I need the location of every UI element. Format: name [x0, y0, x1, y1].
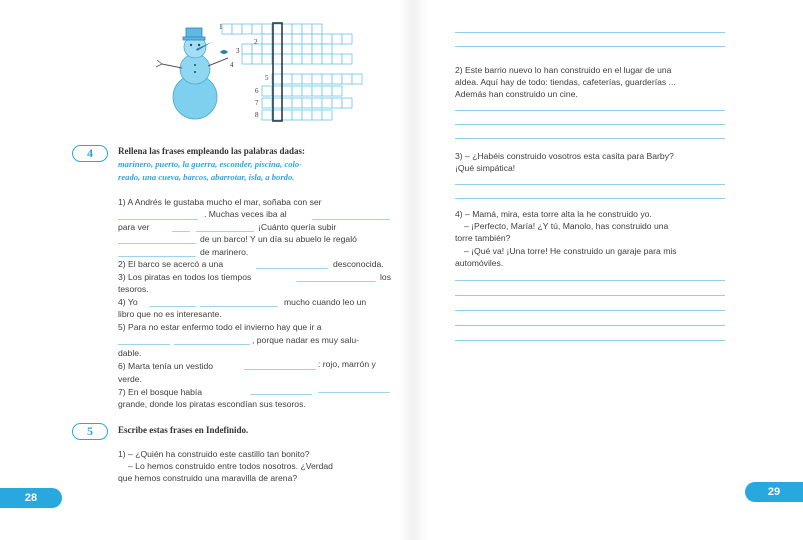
sentence-1-line-3b: ¡Cuánto quería subir	[258, 222, 337, 232]
page-fold	[398, 0, 428, 540]
answer-blank[interactable]	[200, 306, 278, 307]
item-4-line-2: – ¡Perfecto, María! ¿Y tú, Manolo, has construido una	[464, 221, 669, 231]
sentence-5-end: dable.	[118, 348, 142, 358]
sentence-1-line-4: de un barco! Y un día su abuelo le regaló	[200, 234, 357, 244]
crossword-number-6: 6	[255, 87, 259, 95]
sentence-6: 6) Marta tenía un vestido	[118, 361, 214, 371]
right-page-number: 29	[745, 482, 803, 502]
answer-blank[interactable]	[318, 392, 390, 393]
sentence-1-line-1: 1) A Andrés le gustaba mucho el mar, soñaba con ser	[118, 197, 322, 207]
writing-line[interactable]	[455, 325, 725, 326]
answer-blank[interactable]	[118, 344, 170, 345]
writing-line[interactable]	[455, 198, 725, 199]
crossword-number-8: 8	[255, 111, 259, 119]
sentence-4: 4) Yo	[118, 297, 138, 307]
exercise-5-instruction: Escribe estas frases en Indefinido.	[118, 425, 249, 435]
answer-blank[interactable]	[118, 256, 196, 257]
item-2-line-1: 2) Este barrio nuevo lo han construido en el lugar de una	[455, 65, 672, 75]
sentence-5-mid: , porque nadar es muy salu-	[252, 335, 360, 345]
answer-blank[interactable]	[312, 219, 390, 220]
crossword-grid	[218, 22, 368, 124]
crossword-number-7: 7	[255, 99, 259, 107]
answer-blank[interactable]	[174, 344, 250, 345]
sentence-5: 5) Para no estar enfermo todo el invierno hay que ir a	[118, 322, 322, 332]
answer-blank[interactable]	[256, 268, 328, 269]
exercise-5-number: 5	[72, 423, 108, 440]
exercise-5-line-3: que hemos construido una maravilla de arena?	[118, 473, 298, 483]
sentence-3: 3) Los piratas en todos los tiempos	[118, 272, 252, 282]
exercise-5-line-2: – Lo hemos construido entre todos nosotros. ¿Verdad	[128, 461, 333, 471]
answer-blank[interactable]	[250, 394, 312, 395]
writing-line[interactable]	[455, 46, 725, 47]
crossword-number-3: 3	[236, 47, 240, 55]
answer-blank[interactable]	[244, 369, 316, 370]
crossword-number-1: 1	[219, 23, 223, 31]
sentence-4-end: libro que no es interesante.	[118, 309, 222, 319]
word-bank-line: reado, una cueva, barcos, abarrotar, isla, a bordo.	[118, 171, 295, 182]
writing-line[interactable]	[455, 124, 725, 125]
exercise-5-line-1: 1) – ¿Quién ha construido este castillo tan bonito?	[118, 449, 310, 459]
word-bank-line: marinero, puerto, la guerra, esconder, piscina, colo-	[118, 159, 303, 169]
writing-line[interactable]	[455, 184, 725, 185]
writing-line[interactable]	[455, 280, 725, 281]
crossword-number-4: 4	[230, 61, 234, 69]
crossword-number-5: 5	[265, 74, 269, 82]
sentence-3-mid: los	[380, 272, 391, 282]
answer-blank[interactable]	[172, 231, 190, 232]
item-3-line-2: ¡Qué simpática!	[455, 163, 516, 173]
writing-line[interactable]	[455, 340, 725, 341]
sentence-1-line-2: . Muchas veces iba al	[204, 209, 287, 219]
answer-blank[interactable]	[118, 243, 196, 244]
writing-line[interactable]	[455, 295, 725, 296]
sentence-1-line-5: de marinero.	[200, 247, 249, 257]
sentence-6-end: verde.	[118, 374, 142, 384]
writing-line[interactable]	[455, 110, 725, 111]
sentence-6-mid: : rojo, marrón y	[318, 359, 376, 369]
item-4-line-4: – ¡Qué va! ¡Una torre! He construido un garaje para mis	[464, 246, 677, 256]
sentence-1-line-3a: para ver	[118, 222, 150, 232]
item-4-line-1: 4) – Mamá, mira, esta torre alta la he construido yo.	[455, 209, 652, 219]
sentence-7: 7) En el bosque había	[118, 387, 203, 397]
sentence-2: 2) El barco se acercó a una	[118, 259, 224, 269]
writing-line[interactable]	[455, 138, 725, 139]
exercise-4-instruction: Rellena las frases empleando las palabras dadas:	[118, 146, 306, 156]
item-2-line-3: Además han construido un cine.	[455, 89, 578, 99]
writing-line[interactable]	[455, 32, 725, 33]
answer-blank[interactable]	[150, 306, 196, 307]
sentence-3-end: tesoros.	[118, 284, 149, 294]
item-4-line-5: automóviles.	[455, 258, 504, 268]
exercise-4-word-bank	[118, 158, 390, 183]
writing-line[interactable]	[455, 310, 725, 311]
sentence-4-mid: mucho cuando leo un	[284, 297, 367, 307]
sentence-2-end: desconocida.	[333, 259, 384, 269]
item-4-line-3: torre también?	[455, 233, 511, 243]
left-page-number: 28	[0, 488, 62, 508]
sentence-7-end: grande, donde los piratas escondían sus tesoros.	[118, 399, 306, 409]
item-3-line-1: 3) – ¿Habéis construido vosotros esta casita para Barby?	[455, 151, 674, 161]
crossword-number-2: 2	[254, 38, 258, 46]
answer-blank[interactable]	[118, 219, 198, 220]
answer-blank[interactable]	[196, 231, 254, 232]
item-2-line-2: aldea. Aquí hay de todo: tiendas, cafeterías, guarderías ...	[455, 77, 676, 87]
exercise-4-number: 4	[72, 145, 108, 162]
answer-blank[interactable]	[296, 281, 376, 282]
